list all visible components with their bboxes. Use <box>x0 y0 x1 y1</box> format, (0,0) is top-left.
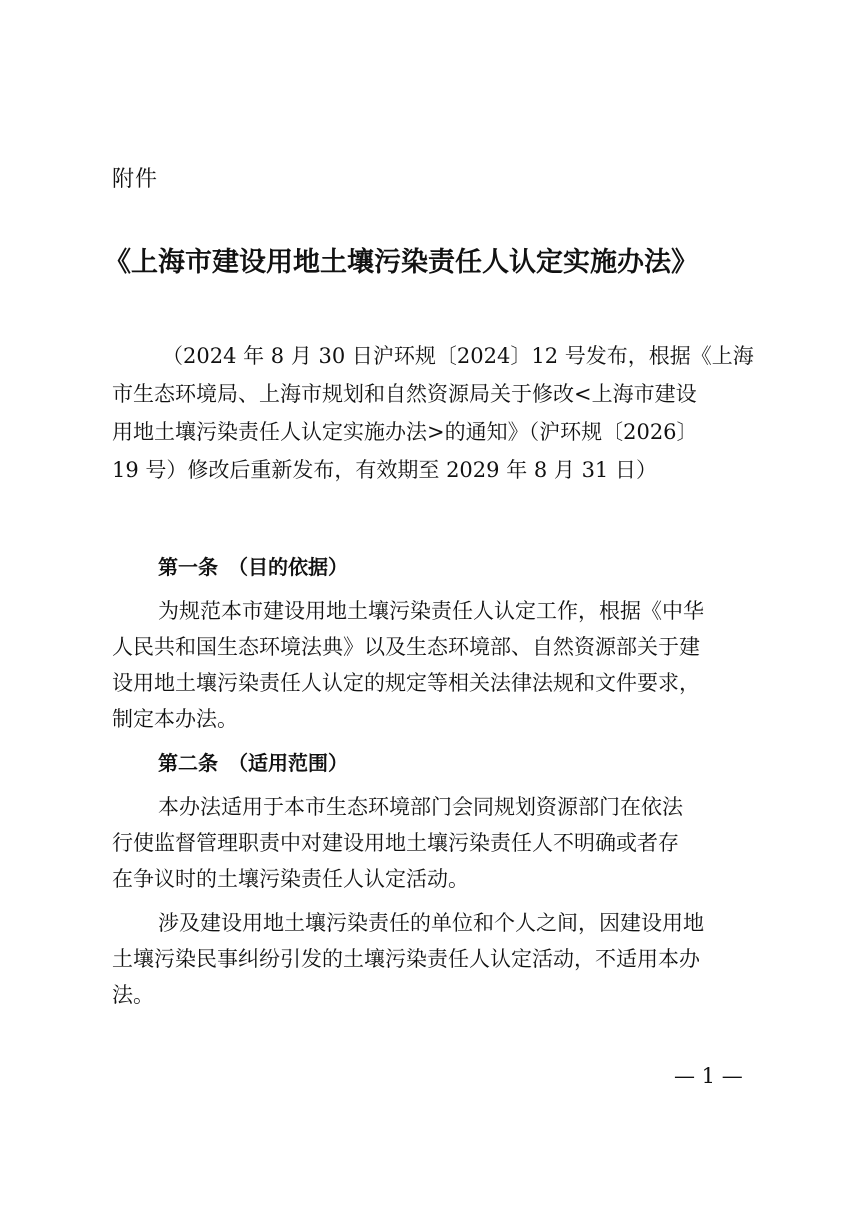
article-2-para-2-line: 土壤污染民事纠纷引发的土壤污染责任人认定活动，不适用本办 <box>112 947 700 971</box>
note-line: 19 号）修改后重新发布，有效期至 2029 年 8 月 31 日） <box>112 458 657 482</box>
document-body <box>112 549 752 1013</box>
article-2-para-1-line: 本办法适用于本市生态环境部门会同规划资源部门在依法 <box>158 795 683 819</box>
publication-note <box>112 337 752 489</box>
article-2-heading: 第二条 （适用范围） <box>158 751 348 775</box>
article-2-para-2-line: 涉及建设用地土壤污染责任的单位和个人之间，因建设用地 <box>158 911 704 935</box>
article-1-line: 设用地土壤污染责任人认定的规定等相关法律法规和文件要求， <box>112 671 700 695</box>
article-1-line: 人民共和国生态环境法典》以及生态环境部、自然资源部关于建 <box>112 635 700 659</box>
attachment-label: 附件 <box>112 167 159 192</box>
note-line: 用地土壤污染责任人认定实施办法>的通知》（沪环规〔2026〕 <box>112 420 698 444</box>
article-2-para-1-line: 行使监督管理职责中对建设用地土壤污染责任人不明确或者存 <box>112 831 679 855</box>
document-title: 《上海市建设用地土壤污染责任人认定实施办法》 <box>104 247 698 278</box>
article-2-para-2-line: 法。 <box>112 983 154 1007</box>
article-1-heading: 第一条 （目的依据） <box>158 555 348 579</box>
page-number: — 1 — <box>674 1064 743 1088</box>
note-line: 市生态环境局、上海市规划和自然资源局关于修改<上海市建设 <box>112 382 697 406</box>
article-1-line: 为规范本市建设用地土壤污染责任人认定工作，根据《中华 <box>158 599 704 623</box>
article-1-line: 制定本办法。 <box>112 707 238 731</box>
note-line: （2024 年 8 月 30 日沪环规〔2024〕12 号发布，根据《上海 <box>162 344 754 368</box>
article-2-para-1-line: 在争议时的土壤污染责任人认定活动。 <box>112 867 469 891</box>
